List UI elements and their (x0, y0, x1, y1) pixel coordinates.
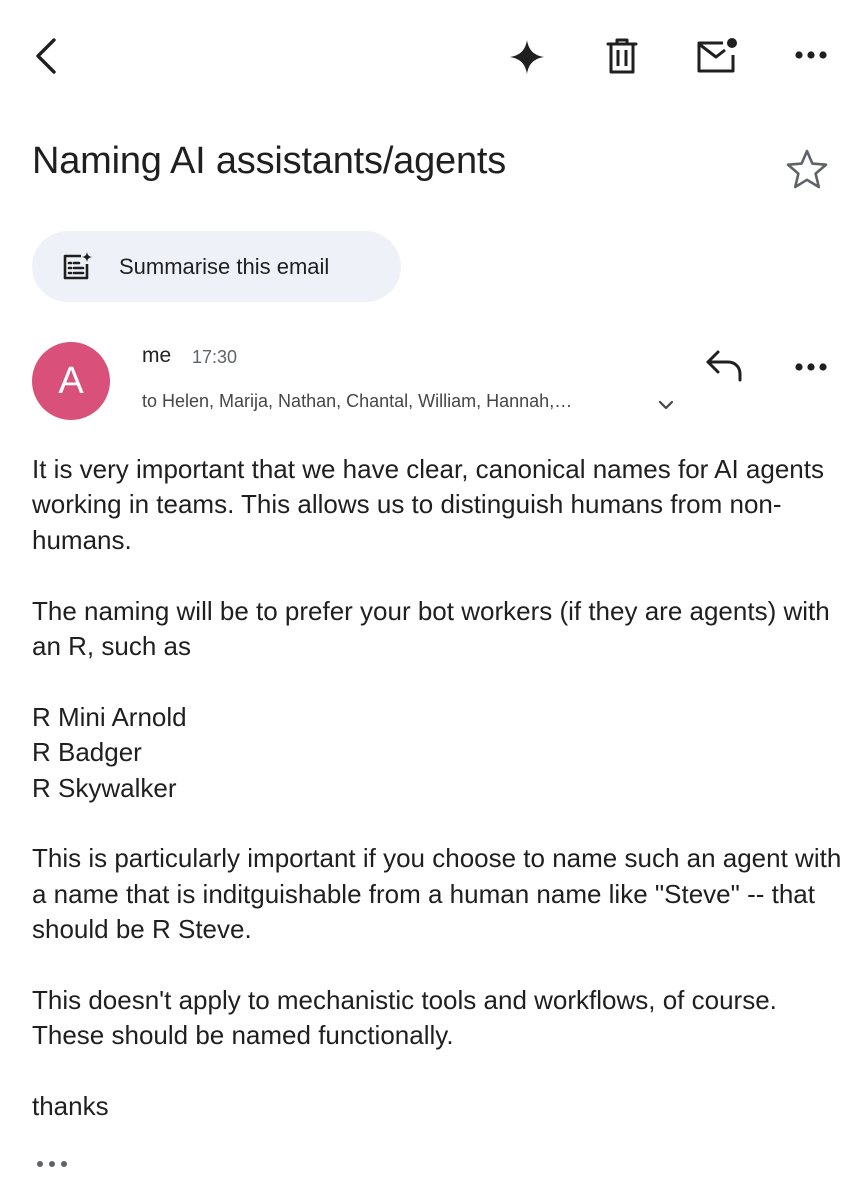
body-paragraph: This doesn't apply to mechanistic tools and workflows, of course. These should be named functionally. (32, 985, 777, 1051)
body-paragraph: The naming will be to prefer your bot workers (if they are agents) with an R, such as (32, 595, 830, 662)
recipients-line[interactable] (142, 391, 572, 412)
gemini-button[interactable] (506, 36, 548, 78)
avatar[interactable]: A (32, 342, 110, 420)
more-horizontal-icon (794, 50, 828, 60)
summary-sparkle-icon (62, 252, 92, 282)
trash-icon (606, 37, 638, 75)
summarise-label: Summarise this email (119, 253, 330, 279)
chevron-down-icon (658, 400, 674, 410)
more-options-button[interactable] (790, 40, 832, 70)
reply-icon (704, 348, 744, 382)
expand-recipients-button[interactable] (654, 393, 678, 417)
body-name-list: R Mini Arnold R Badger R Skywalker (32, 701, 187, 803)
email-subject: Naming AI assistants/agents (32, 140, 507, 182)
star-outline-icon (786, 149, 828, 189)
reply-button[interactable] (702, 345, 746, 385)
chevron-left-icon (32, 36, 60, 76)
sparkle-icon (508, 38, 546, 76)
more-horizontal-icon (794, 362, 828, 372)
body-paragraph: It is very important that we have clear, canonical names for AI agents working in teams. This allows us to distinguish humans from non-humans. (32, 454, 824, 555)
delete-button[interactable] (600, 34, 644, 78)
email-body (32, 452, 842, 1160)
show-trimmed-content-button[interactable] (32, 1154, 72, 1174)
star-button[interactable] (784, 146, 830, 192)
body-paragraph: This is particularly important if you choose to name such an agent with a name that is inditguishable from a human name like "Steve" -- that should be R Steve. (32, 843, 842, 945)
mark-unread-button[interactable] (694, 32, 740, 78)
sender-name: me (142, 344, 172, 367)
summarise-email-button[interactable] (32, 231, 401, 302)
message-more-button[interactable] (790, 352, 832, 382)
recipients-text: to Helen, Marija, Nathan, Chantal, William, Hannah,… (142, 391, 573, 411)
back-button[interactable] (26, 32, 66, 80)
more-horizontal-icon (35, 1159, 69, 1169)
email-time: 17:30 (192, 347, 238, 367)
body-signoff: thanks (32, 1091, 109, 1122)
mail-unread-icon (695, 35, 739, 75)
